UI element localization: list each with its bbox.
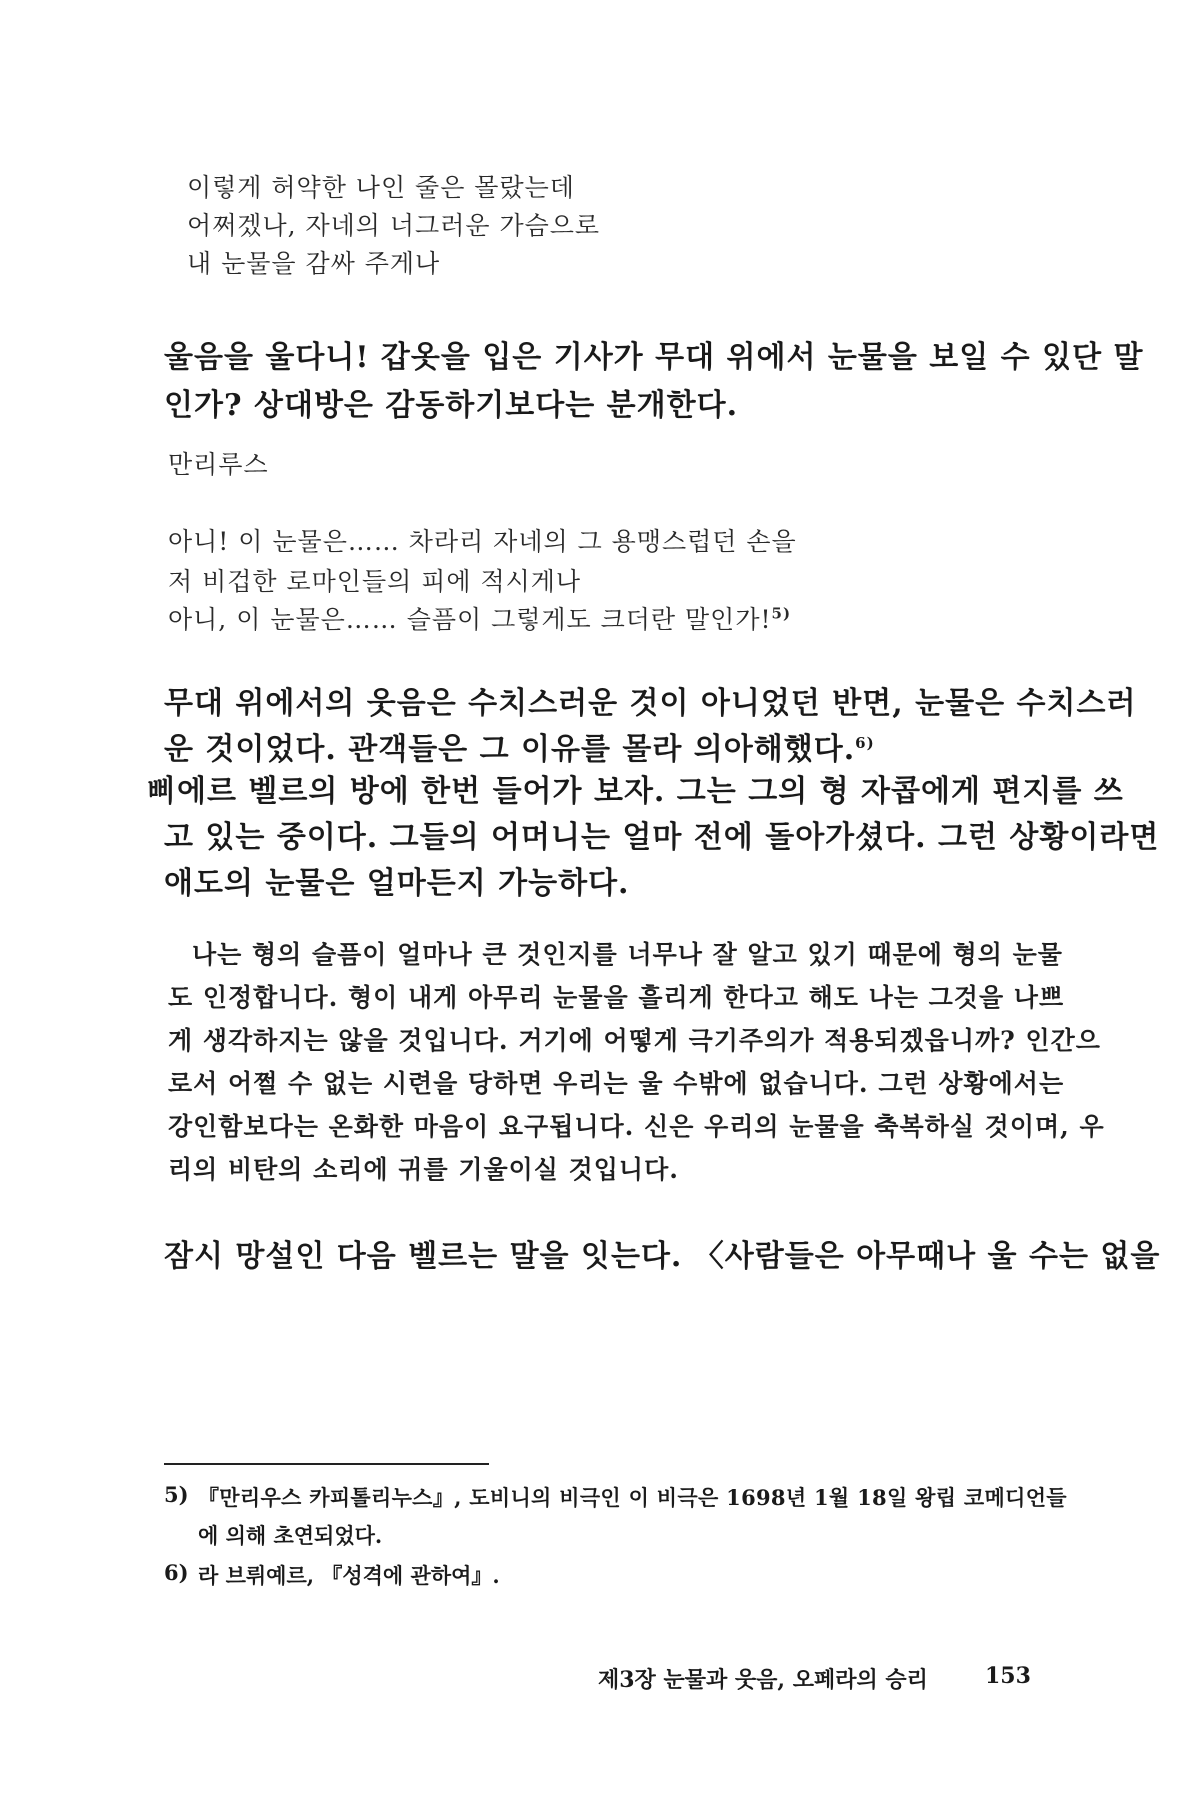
page-number: 153 (985, 1663, 1031, 1689)
verse-line: 이렇게 허약한 나인 줄은 몰랐는데 (187, 173, 575, 202)
verse-line: 어쩌겠나, 자네의 너그러운 가슴으로 (187, 211, 601, 240)
body-text: 운 것이었다. 관객들은 그 이유를 몰라 의아해했다. (164, 732, 856, 767)
quote-line: 강인함보다는 온화한 마음이 요구됩니다. 신은 우리의 눈물을 축복하실 것이며, 우 (168, 1112, 1105, 1141)
quote-line: 나는 형의 슬픔이 얼마나 큰 것인지를 너무나 잘 알고 있기 때문에 형의 눈물 (192, 940, 1063, 969)
quote-line: 게 생각하지는 않을 것입니다. 거기에 어떻게 극기주의가 적용되겠읍니까? 인간으 (168, 1026, 1101, 1055)
body-line: 인가? 상대방은 감동하기보다는 분개한다. (164, 388, 739, 423)
footnote-number: 5) (164, 1482, 189, 1507)
footnote-number: 6) (164, 1560, 189, 1585)
verse-line: 아니! 이 눈물은…… 차라리 자네의 그 용맹스럽던 손을 (168, 527, 797, 556)
verse-line: 저 비겁한 로마인들의 피에 적시게나 (168, 567, 582, 596)
body-line: 애도의 눈물은 얼마든지 가능하다. (164, 866, 630, 901)
body-line: 무대 위에서의 웃음은 수치스러운 것이 아니었던 반면, 눈물은 수치스러 (164, 686, 1137, 721)
footnote-text: 에 의해 초연되었다. (198, 1523, 383, 1548)
verse-line: 내 눈물을 감싸 주게나 (187, 249, 441, 278)
body-line: 삐에르 벨르의 방에 한번 들어가 보자. 그는 그의 형 자콥에게 편지를 쓰 (147, 774, 1124, 809)
quote-line: 로서 어쩔 수 없는 시련을 당하면 우리는 울 수밖에 없습니다. 그런 상황에서는 (168, 1069, 1065, 1098)
footnote-text: 라 브뤼예르, 『성격에 관하여』. (198, 1563, 500, 1588)
verse-text: 아니, 이 눈물은…… 슬픔이 그렇게도 크더란 말인가! (168, 605, 772, 634)
body-line: 잠시 망설인 다음 벨르는 말을 잇는다. 〈사람들은 아무때나 울 수는 없을 (164, 1239, 1161, 1274)
running-footer-chapter: 제3장 눈물과 웃음, 오페라의 승리 (598, 1667, 928, 1693)
verse-line (168, 600, 791, 636)
body-line: 울음을 울다니! 갑옷을 입은 기사가 무대 위에서 눈물을 보일 수 있단 말 (164, 340, 1144, 375)
footnote-text: 『만리우스 카피톨리누스』, 도비니의 비극인 이 비극은 1698년 1월 18일 왕립 코메디언들 (198, 1485, 1067, 1510)
quote-line: 도 인정합니다. 형이 내게 아무리 눈물을 흘리게 한다고 해도 나는 그것을 나쁘 (168, 983, 1065, 1012)
footnote-divider (164, 1463, 489, 1465)
speaker-name: 만리루스 (168, 450, 269, 479)
footnote-ref[interactable]: 5) (771, 604, 792, 623)
body-line: 고 있는 중이다. 그들의 어머니는 얼마 전에 돌아가셨다. 그런 상황이라면 (164, 820, 1160, 855)
body-line (164, 724, 875, 768)
footnote-ref[interactable]: 6) (855, 734, 875, 752)
quote-line: 리의 비탄의 소리에 귀를 기울이실 것입니다. (168, 1155, 679, 1184)
